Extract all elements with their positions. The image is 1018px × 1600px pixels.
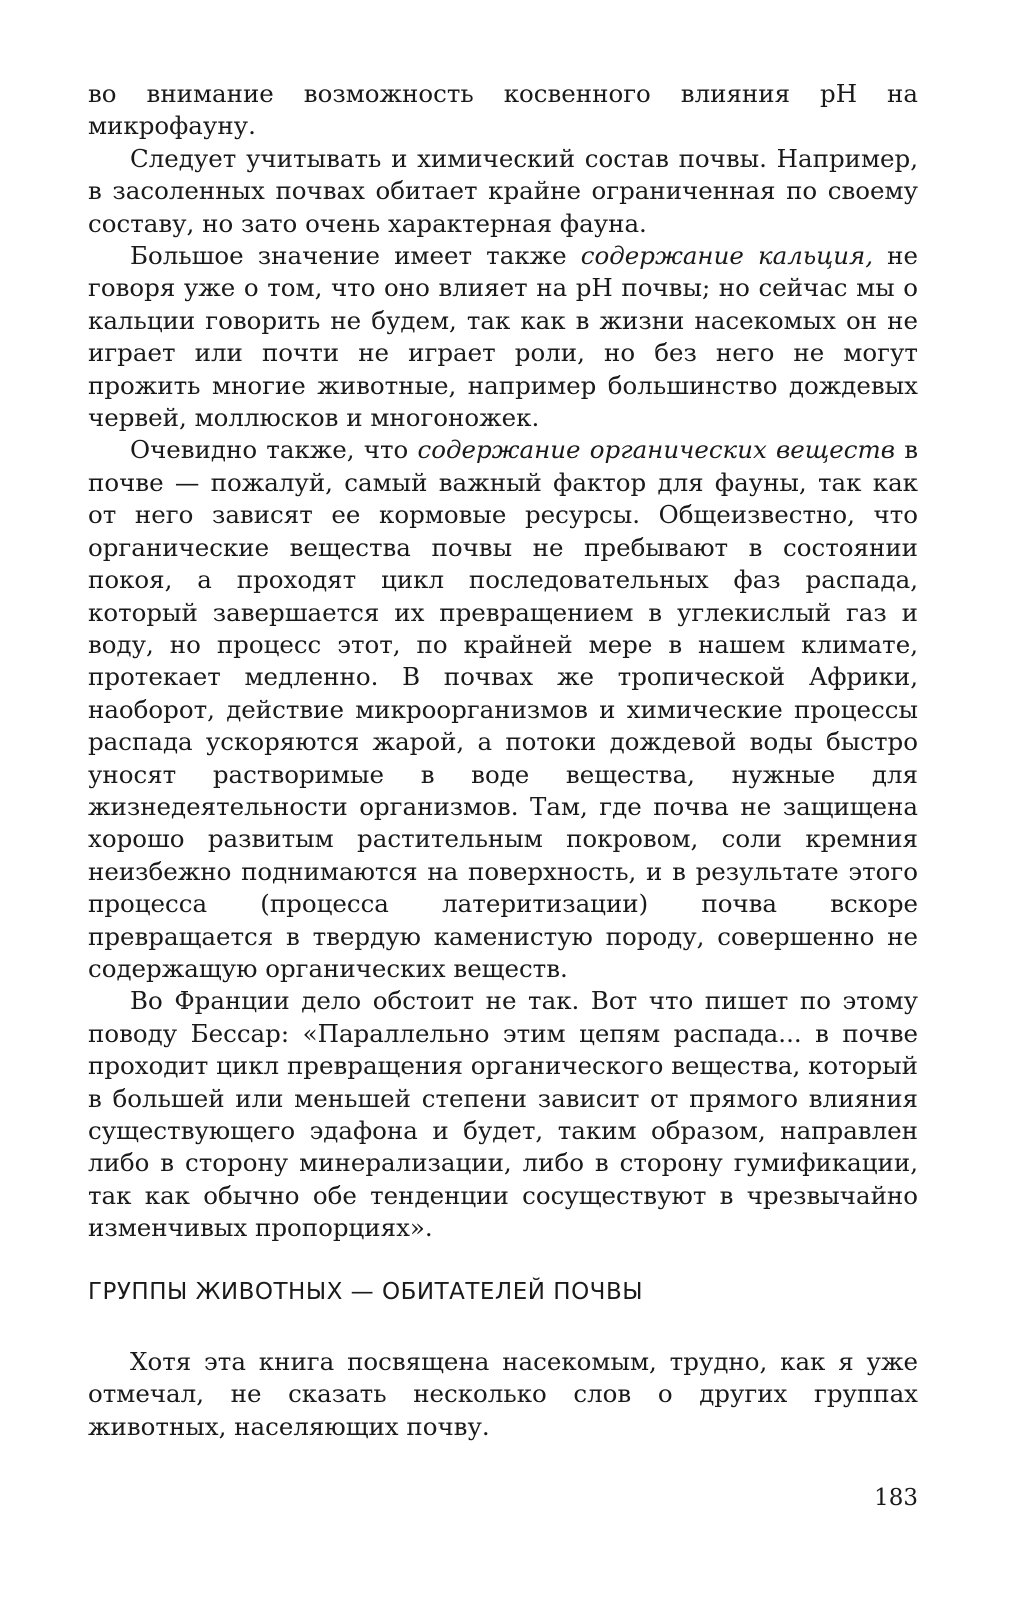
paragraph-3 <box>88 240 918 434</box>
paragraph-5 <box>88 985 918 1244</box>
paragraph-text: в почве — пожалуй, самый важный фактор для фауны, так как от него зависят ее кормовые ресурсы. Общеизвестно, что органические вещества почвы не пребывают в состоянии покоя, а проходят цикл последовательных фаз распада, который завершается их превращением в углекислый газ и воду, но процесс этот, по крайней мере в нашем климате, протекает медленно. В почвах же тропической Африки, наоборот, действие микроорганизмов и химические процессы распада ускоряются жарой, а потоки дождевой воды быстро уносят растворимые в воде вещества, нужные для жизнедеятельности организмов. Там, где почва не защищена хорошо развитым растительным покровом, соли кремния неизбежно поднимаются на поверхность, и в результате этого процесса (процесса латеритизации) почва вскоре превращается в твердую каменистую породу, совершенно не содержащую органических веществ. <box>88 435 919 983</box>
paragraph-text: не говоря уже о том, что оно влияет на pH почвы; но сейчас мы о кальции говорить не будем, так как в жизни насекомых он не играет или почти не играет роли, но без него не могут прожить многие животные, например большинство дождевых червей, моллюсков и многоножек. <box>88 241 919 433</box>
italic-term: содержание органических веществ <box>417 435 895 465</box>
page-body <box>88 78 918 1245</box>
paragraph-text: Во Франции дело обстоит не так. Вот что пишет по этому поводу Бессар: «Параллельно этим цепям распада... в почве проходит цикл превращения органического вещества, который в большей или меньшей степени зависит от прямого влияния существующего эдафона и будет, таким образом, направлен либо в сторону минерализации, либо в сторону гумификации, так как обычно обе тенденции сосуществуют в чрезвычайно изменчивых пропорциях». <box>88 986 918 1243</box>
page-number: 183 <box>874 1485 918 1511</box>
paragraph-text: Очевидно также, что <box>130 435 418 465</box>
section-heading: ГРУППЫ ЖИВОТНЫХ — ОБИТАТЕЛЕЙ ПОЧВЫ <box>88 1279 644 1305</box>
italic-term: содержание кальция, <box>580 241 874 271</box>
paragraph-text: Большое значение имеет также <box>130 241 581 271</box>
section-body <box>88 1346 918 1443</box>
paragraph-text: во внимание возможность косвенного влияния pH на микрофауну. <box>88 79 918 141</box>
paragraph-4 <box>88 434 918 985</box>
paragraph-2 <box>88 143 918 240</box>
section-paragraph: Хотя эта книга посвящена насекомым, трудно, как я уже отмечал, не сказать несколько слов о других группах животных, населяющих почву. <box>88 1347 918 1441</box>
paragraph-1 <box>88 78 918 143</box>
paragraph-text: Следует учитывать и химический состав почвы. Например, в засоленных почвах обитает крайне ограниченная по своему составу, но зато очень характерная фауна. <box>88 143 918 238</box>
